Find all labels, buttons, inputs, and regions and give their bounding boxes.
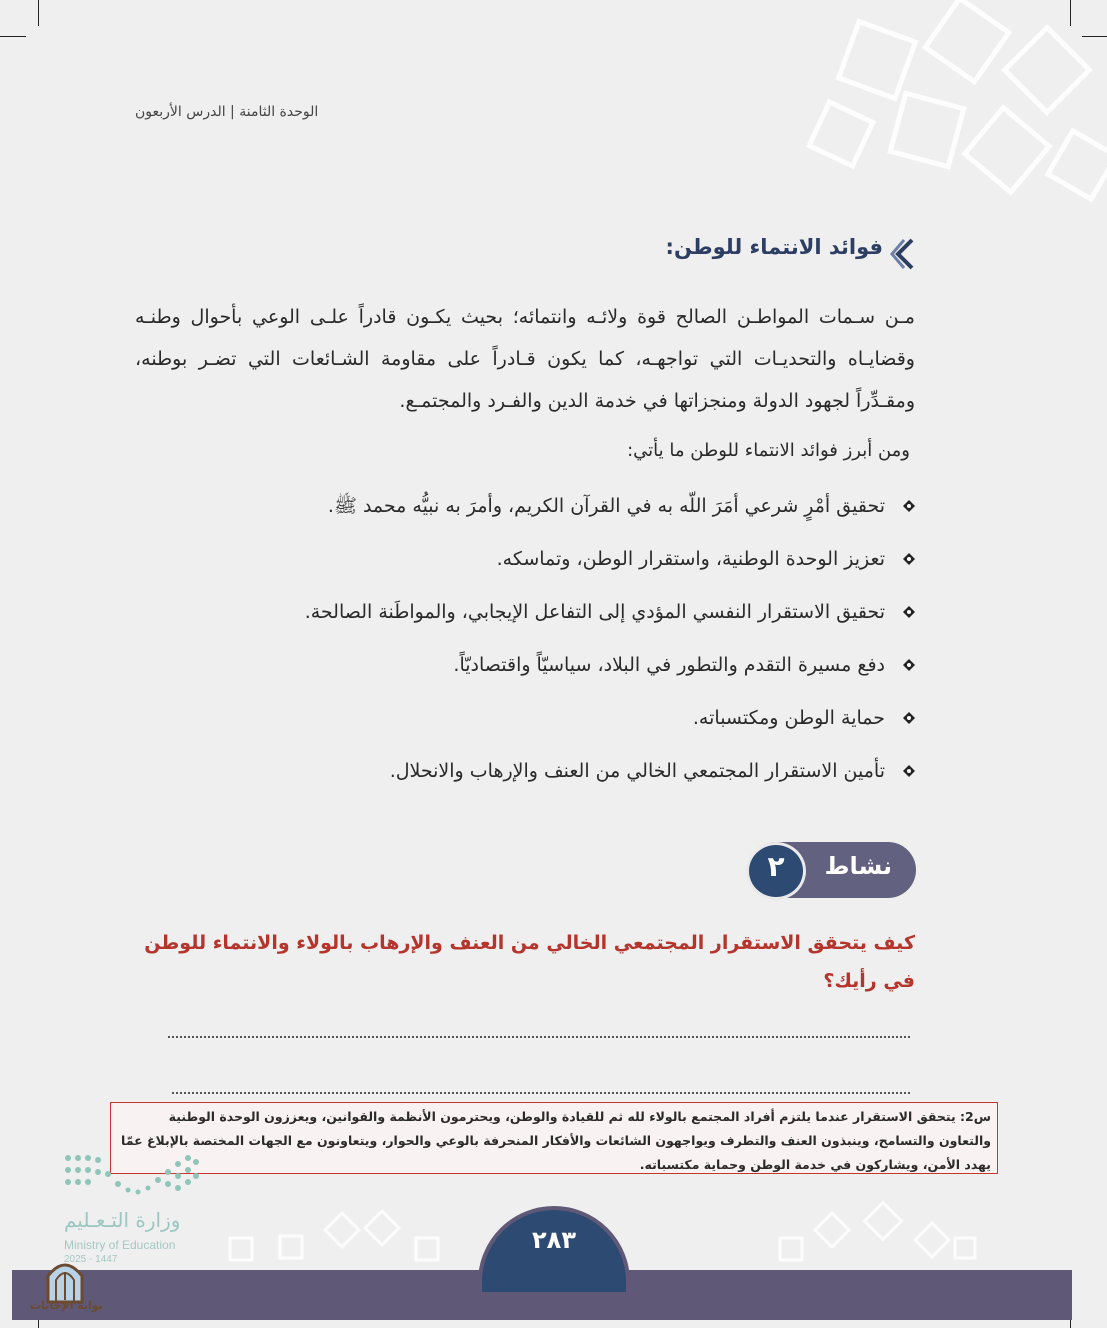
unit-breadcrumb: الوحدة الثامنة | الدرس الأربعون	[135, 104, 319, 120]
activity-badge	[746, 842, 916, 900]
list-item-text: تحقيق الاستقرار النفسي المؤدي إلى التفاعل الإيجابي، والمواطَنة الصالحة.	[304, 601, 885, 623]
list-item	[135, 589, 915, 642]
page-number: ٢٨٣	[532, 1226, 576, 1254]
list-item-text: تحقيق أمْرٍ شرعي أمَرَ اللّه به في القرآن الكريم، وأمرَ به نبيُّه محمد ﷺ.	[327, 495, 885, 517]
gateway-logo-icon	[40, 1254, 90, 1304]
list-item-text: تأمين الاستقرار المجتمعي الخالي من العنف والإرهاب والانحلال.	[389, 760, 885, 782]
activity-label: نشاط	[824, 852, 892, 880]
double-chevron-icon	[890, 236, 916, 272]
section-title: فوائد الانتماء للوطن:	[665, 235, 883, 259]
answer-line	[168, 1036, 910, 1038]
ministry-logo-dots-icon	[62, 1150, 202, 1202]
activity-number: ٢	[767, 850, 785, 883]
diamond-bullet-icon	[903, 553, 915, 565]
list-item	[135, 642, 915, 695]
crop-mark	[38, 0, 39, 26]
diamond-bullet-icon	[903, 765, 915, 777]
diamond-bullet-icon	[903, 712, 915, 724]
diamond-bullet-icon	[903, 500, 915, 512]
answer-line	[172, 1092, 910, 1094]
list-item	[135, 748, 915, 801]
list-item-text: حماية الوطن ومكتسباته.	[692, 707, 885, 729]
crop-mark	[0, 36, 26, 37]
ministry-name-ar: وزارة التـعـليم	[64, 1208, 181, 1232]
list-item	[135, 695, 915, 748]
ministry-name-en: Ministry of Education	[64, 1238, 176, 1252]
corner-pattern	[647, 0, 1107, 230]
activity-question: كيف يتحقق الاستقرار المجتمعي الخالي من العنف والإرهاب بالولاء والانتماء للوطن في رأيك؟	[144, 932, 915, 992]
list-item-text: تعزيز الوحدة الوطنية، واستقرار الوطن، وتماسكه.	[496, 548, 885, 570]
diamond-bullet-icon	[903, 606, 915, 618]
gateway-label: بوابة الإجابات	[30, 1299, 103, 1312]
diamond-bullet-icon	[903, 659, 915, 671]
ministry-year: 2025 - 1447	[64, 1254, 118, 1265]
list-item	[135, 483, 915, 536]
intro-paragraph: مـن سـمات المواطـن الصالح قوة ولائـه وانتمائه؛ بحيث يكـون قادراً علـى الوعي بأحوال وطنـه وقضايـاه والتحديـات التي تواجهـه، كما يكون قـادراً على مقاومة الشـائعات التي تضـر بوطنه، ومقـدِّراً لجهود الدولة ومنجزاتها في خدمة الدين والفـرد والمجتمـع.	[135, 306, 915, 412]
answer-box: س2: يتحقق الاستقرار عندما يلتزم أفراد المجتمع بالولاء لله ثم للقيادة والوطن، ويحترمون الأنظمة والقوانين، ويعززون الوحدة الوطنية والتعاون والتسامح، وينبذون العنف والتطرف ويواجهون الشائعات والأفكار المنحرفة بالوعي والحوار، ويتعاونون مع الجهات المختصة بالإبلاغ عمّا يهدد الأمن، ويشاركون في خدمة الوطن وحماية مكتسباته.	[110, 1102, 998, 1174]
list-item-text: دفع مسيرة التقدم والتطور في البلاد، سياسيّاً واقتصاديّاً.	[453, 654, 885, 676]
list-item	[135, 536, 915, 589]
benefits-list	[135, 483, 915, 801]
list-intro: ومن أبرز فوائد الانتماء للوطن ما يأتي:	[627, 440, 910, 461]
